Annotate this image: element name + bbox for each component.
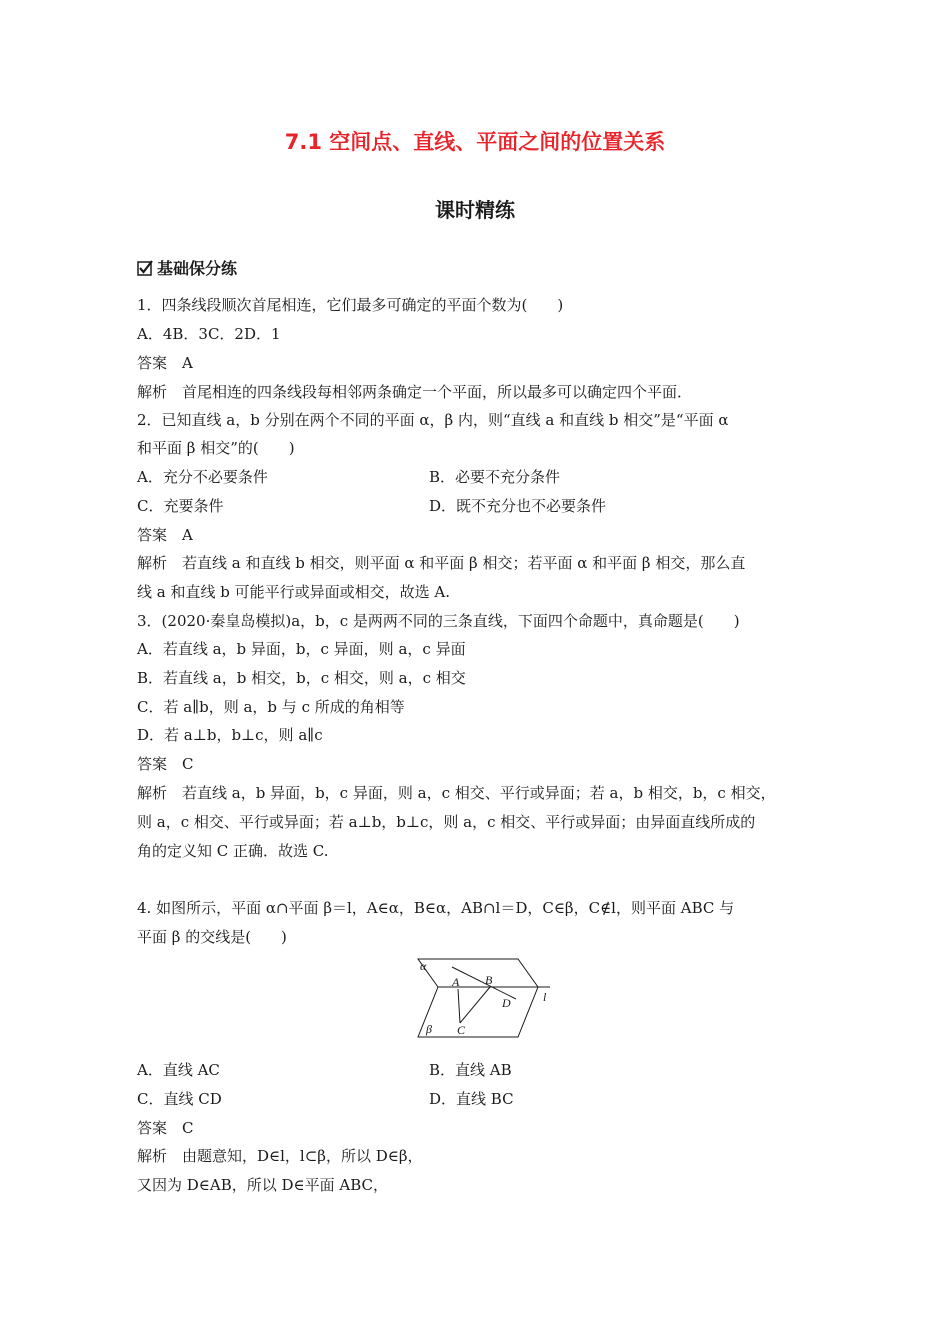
label-a: A	[452, 975, 460, 989]
planes-figure	[414, 957, 554, 1047]
plane-beta	[418, 987, 538, 1037]
q1-answer: 答案 A	[137, 354, 193, 372]
q2-stem-line2: 和平面 β 相交”的( )	[137, 439, 295, 457]
q3-analysis-line2: 则 a，c 相交、平行或异面；若 a⊥b，b⊥c，则 a，c 相交、平行或异面；由异面直线所成的	[137, 813, 756, 831]
q3-stem: 3．(2020·秦皇岛模拟)a，b，c 是两两不同的三条直线，下面四个命题中，真命题是( )	[137, 612, 740, 630]
q4-option-a: A．直线 AC	[137, 1061, 220, 1079]
q4-stem-line1: 4. 如图所示，平面 α∩平面 β＝l，A∈α，B∈α，AB∩l＝D，C∈β，C∉l，则平面 ABC 与	[137, 899, 735, 917]
q2-option-d: D．既不充分也不必要条件	[429, 497, 607, 515]
q3-option-d: D．若 a⊥b，b⊥c，则 a∥c	[137, 726, 323, 744]
label-beta: β	[426, 1022, 432, 1036]
q4-option-d: D．直线 BC	[429, 1090, 514, 1108]
q3-option-a: A．若直线 a，b 异面，b，c 异面，则 a，c 异面	[137, 640, 466, 658]
q2-option-c: C．充要条件	[137, 497, 224, 515]
label-c: C	[457, 1023, 466, 1037]
q2-analysis-line1: 解析 若直线 a 和直线 b 相交，则平面 α 和平面 β 相交；若平面 α 和平面 β 相交，那么直	[137, 554, 746, 572]
q4-stem-line2: 平面 β 的交线是( )	[137, 928, 287, 946]
q3-analysis-line1: 解析 若直线 a，b 异面，b，c 异面，则 a，c 相交、平行或异面；若 a，b 相交，b，c 相交，	[137, 784, 776, 802]
label-alpha: α	[420, 959, 427, 973]
q2-analysis-line2: 线 a 和直线 b 可能平行或异面或相交，故选 A.	[137, 583, 450, 601]
page-subtitle: 课时精练	[435, 198, 515, 222]
q1-analysis: 解析 首尾相连的四条线段每相邻两条确定一个平面，所以最多可以确定四个平面．	[137, 383, 693, 401]
q4-answer: 答案 C	[137, 1119, 194, 1137]
line-bc	[460, 987, 490, 1023]
q2-answer: 答案 A	[137, 526, 193, 544]
label-b: B	[485, 973, 493, 987]
q3-answer: 答案 C	[137, 755, 194, 773]
q2-option-b: B．必要不充分条件	[429, 468, 561, 486]
line-ac	[458, 989, 460, 1023]
label-d: D	[502, 996, 511, 1010]
q4-option-c: C．直线 CD	[137, 1090, 222, 1108]
q4-analysis-line2: 又因为 D∈AB，所以 D∈平面 ABC，	[137, 1176, 389, 1194]
q3-option-c: C．若 a∥b，则 a，b 与 c 所成的角相等	[137, 698, 405, 716]
section-label: 基础保分练	[157, 259, 238, 278]
q3-option-b: B．若直线 a，b 相交，b，c 相交，则 a，c 相交	[137, 669, 466, 687]
page-title: 7.1 空间点、直线、平面之间的位置关系	[284, 130, 666, 154]
q4-analysis-line1: 解析 由题意知，D∈l，l⊂β，所以 D∈β，	[137, 1147, 423, 1165]
plane-alpha	[418, 959, 538, 987]
section-heading	[137, 256, 237, 279]
q4-option-b: B．直线 AB	[429, 1061, 512, 1079]
q2-option-a: A．充分不必要条件	[137, 468, 268, 486]
q1-stem: 1．四条线段顺次首尾相连，它们最多可确定的平面个数为( )	[137, 296, 564, 314]
q3-analysis-line3: 角的定义知 C 正确．故选 C.	[137, 842, 329, 860]
label-l: l	[543, 990, 547, 1004]
checkbox-icon	[137, 260, 153, 276]
q1-options: A．4B．3C．2D．1	[137, 325, 281, 343]
q2-stem-line1: 2．已知直线 a，b 分别在两个不同的平面 α，β 内，则“直线 a 和直线 b 相交”是“平面 α	[137, 411, 729, 429]
